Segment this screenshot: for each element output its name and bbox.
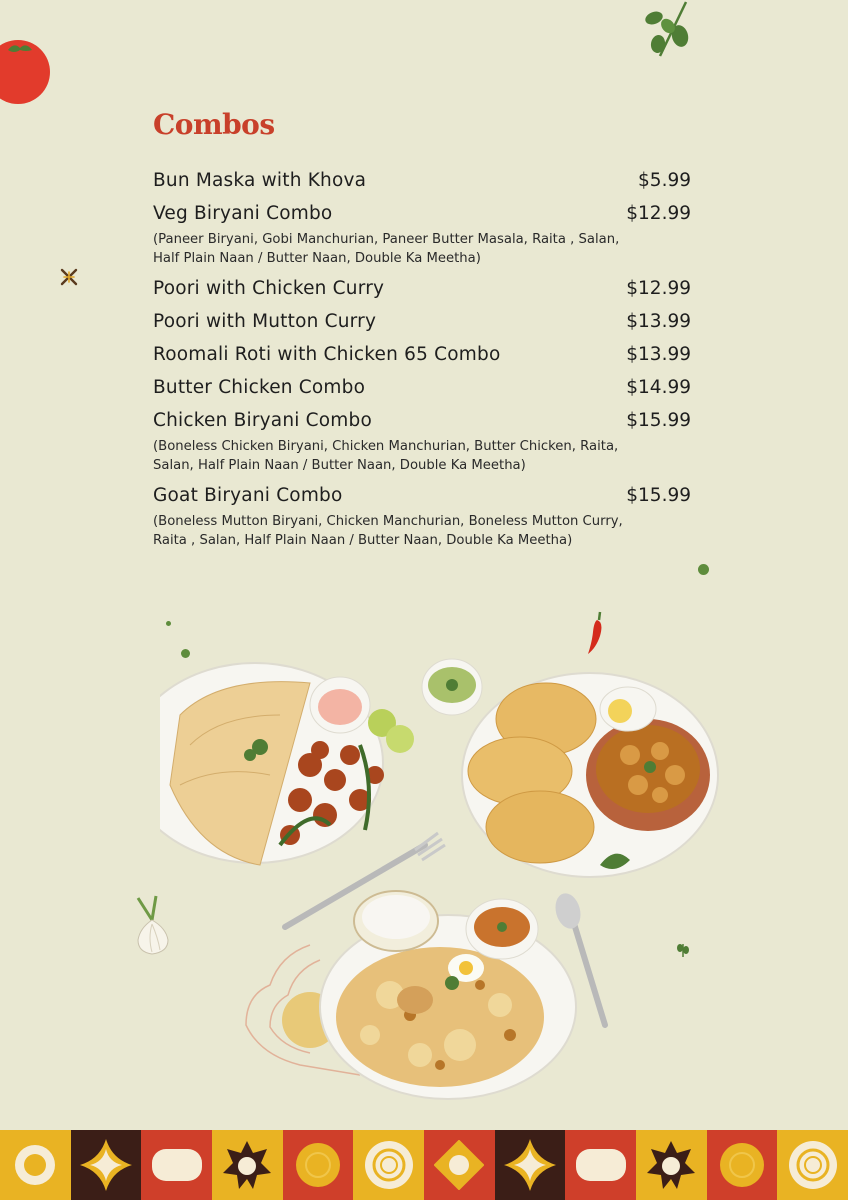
chutney-bowl [422,659,482,715]
decorative-border [0,1130,848,1200]
item-price: $5.99 [638,170,691,191]
tomato-leaf-icon [6,42,34,58]
menu-item [153,203,691,268]
pea-dot [166,621,171,626]
border-tile [141,1130,212,1200]
border-tile [0,1130,71,1200]
item-name: Poori with Mutton Curry [153,311,377,332]
item-name: Veg Biryani Combo [153,203,333,224]
herb-icon [640,0,696,60]
item-name: Roomali Roti with Chicken 65 Combo [153,344,501,365]
menu-item [153,344,691,367]
item-price: $13.99 [626,311,691,332]
item-name: Poori with Chicken Curry [153,278,385,299]
border-tile [353,1130,424,1200]
item-name: Goat Biryani Combo [153,485,343,506]
item-price: $12.99 [626,278,691,299]
menu-item [153,377,691,400]
item-price: $13.99 [626,344,691,365]
food-photo [160,655,730,1115]
item-name: Chicken Biryani Combo [153,410,372,431]
pea-dot [698,564,709,575]
border-tile [283,1130,354,1200]
menu-list [153,170,691,560]
border-tile [565,1130,636,1200]
border-tile [424,1130,495,1200]
item-description: (Boneless Chicken Biryani, Chicken Manchurian, Butter Chicken, Raita, Salan, Half Plain Naan / Butter Naan, Double Ka Meetha) [153,439,619,473]
item-price: $12.99 [626,203,691,224]
menu-item [153,278,691,301]
border-tile [212,1130,283,1200]
menu-item [153,485,691,550]
section-heading: Combos [153,108,275,141]
sparkle-icon [60,268,78,286]
item-name: Bun Maska with Khova [153,170,367,191]
menu-item [153,311,691,334]
menu-item [153,170,691,193]
border-tile [636,1130,707,1200]
item-price: $15.99 [626,410,691,431]
border-tile [707,1130,778,1200]
item-description: (Boneless Mutton Biryani, Chicken Manchurian, Boneless Mutton Curry, Raita , Salan, Half Plain Naan / Butter Naan, Double Ka Meetha) [153,514,623,548]
border-tile [495,1130,566,1200]
border-tile [71,1130,142,1200]
item-description: (Paneer Biryani, Gobi Manchurian, Paneer Butter Masala, Raita , Salan, Half Plain Naan / Butter Naan, Double Ka Meetha) [153,232,620,266]
border-tile [777,1130,848,1200]
item-name: Butter Chicken Combo [153,377,366,398]
item-price: $14.99 [626,377,691,398]
roti-chicken-plate [160,663,414,865]
biryani-plate [320,891,576,1099]
menu-item [153,410,691,475]
chili-icon [584,610,608,656]
poori-curry-plate [462,673,718,877]
item-price: $15.99 [626,485,691,506]
